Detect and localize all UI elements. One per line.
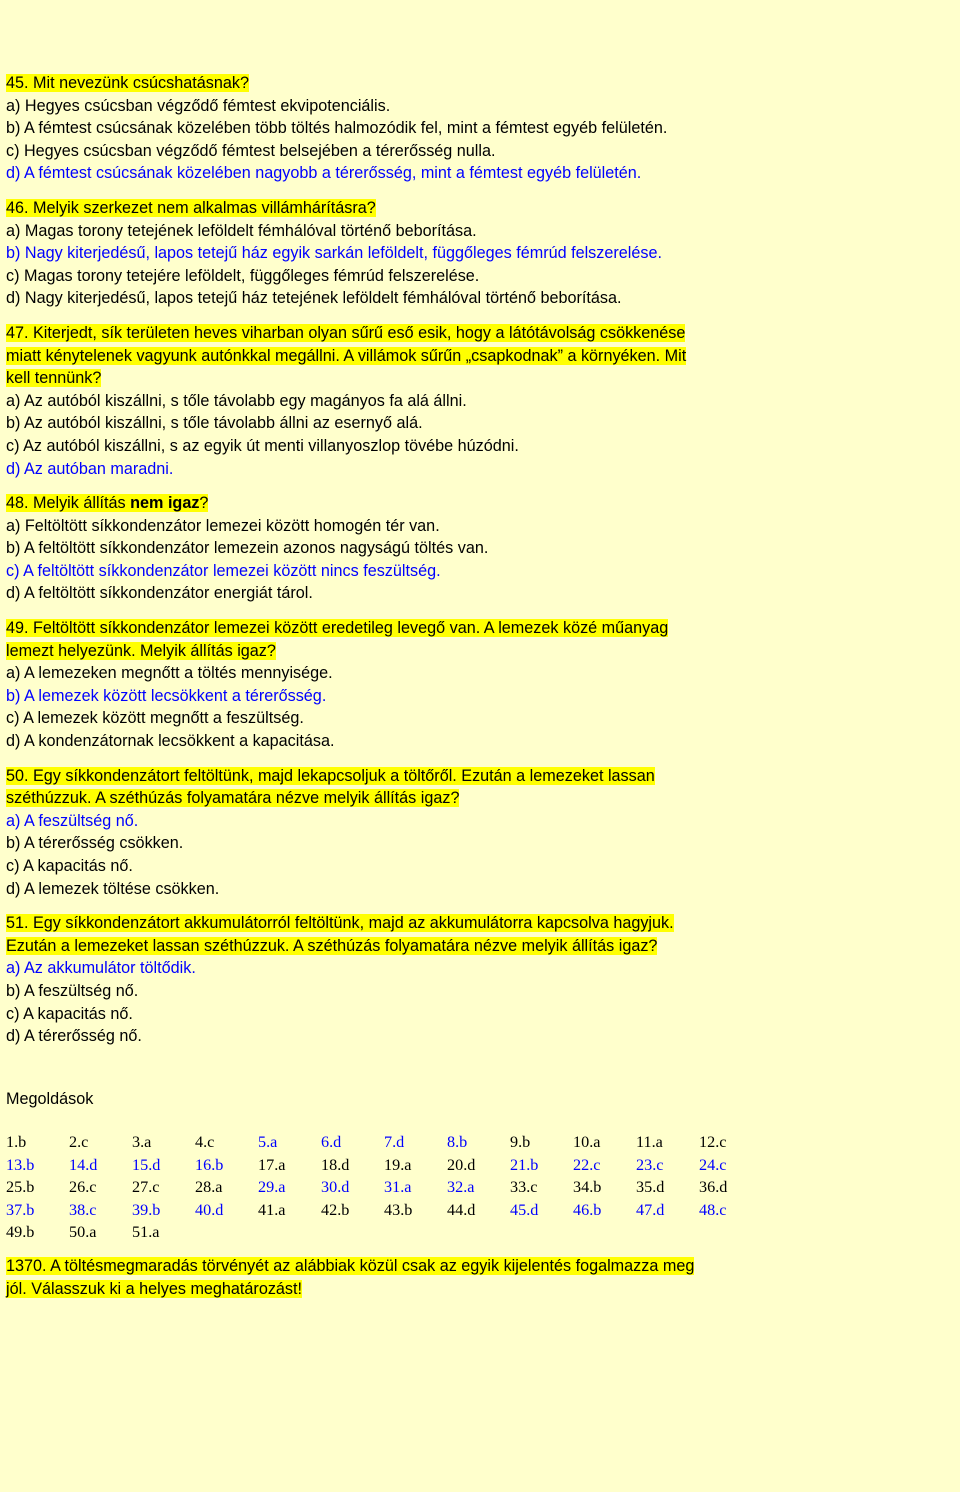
solution-cell: 43.b	[384, 1200, 413, 1219]
answer-option: c) Az autóból kiszállni, s az egyik út menti villanyoszlop tövébe húzódni.	[6, 436, 519, 455]
solution-cell: 5.a	[258, 1133, 278, 1152]
solution-cell: 38.c	[69, 1200, 97, 1219]
solutions-row	[6, 1176, 762, 1198]
answer-option: b) Az autóból kiszállni, s tőle távolabb állni az esernyő alá.	[6, 414, 423, 433]
question-45	[6, 72, 954, 185]
solutions-row	[6, 1221, 762, 1243]
solutions-row	[6, 1199, 762, 1221]
solution-cell: 30.d	[321, 1178, 350, 1197]
answer-option: c) Magas torony tetejére leföldelt, függőleges fémrúd felszerelése.	[6, 266, 480, 285]
solution-cell: 50.a	[69, 1222, 97, 1241]
document-page	[6, 72, 954, 1313]
correct-answer-option: d) Az autóban maradni.	[6, 459, 174, 478]
solutions-row	[6, 1154, 762, 1176]
answer-option: a) Feltöltött síkkondenzátor lemezei között homogén tér van.	[6, 516, 440, 535]
solution-cell: 8.b	[447, 1133, 468, 1152]
answer-option: d) A térerősség nő.	[6, 1027, 142, 1046]
solution-cell: 20.d	[447, 1155, 476, 1174]
answer-option: b) A térerősség csökken.	[6, 834, 184, 853]
answer-option: d) A kondenzátornak lecsökkent a kapacitása.	[6, 732, 335, 751]
solution-cell: 45.d	[510, 1200, 539, 1219]
answer-option: b) A feszültség nő.	[6, 981, 139, 1000]
question-46	[6, 197, 954, 310]
solution-cell: 4.c	[195, 1133, 215, 1152]
question-title-line: 49. Feltöltött síkkondenzátor lemezei között eredetileg levegő van. A lemezek közé műanyag	[6, 619, 669, 638]
answer-option: d) A lemezek töltése csökken.	[6, 879, 220, 898]
correct-answer-option: d) A fémtest csúcsának közelében nagyobb a térerősség, mint a fémtest egyéb felületén.	[6, 164, 642, 183]
solution-cell: 23.c	[636, 1155, 664, 1174]
solution-cell: 22.c	[573, 1155, 601, 1174]
solution-cell: 37.b	[6, 1200, 35, 1219]
question-title-emphasis: nem igaz	[130, 494, 200, 513]
solution-cell: 9.b	[510, 1133, 531, 1152]
question-title: 46. Melyik szerkezet nem alkalmas villámhárításra?	[6, 198, 376, 217]
solution-cell: 3.a	[132, 1133, 152, 1152]
question-title-line: 51. Egy síkkondenzátort akkumulátorról feltöltünk, majd az akkumulátorra kapcsolva hagyjuk.	[6, 914, 674, 933]
solution-cell: 29.a	[258, 1178, 286, 1197]
question-title-line: jól. Válasszuk ki a helyes meghatározást!	[6, 1279, 303, 1298]
solution-cell: 2.c	[69, 1133, 89, 1152]
solution-cell: 14.d	[69, 1155, 98, 1174]
solution-cell: 25.b	[6, 1178, 35, 1197]
question-title-line: miatt kénytelenek vagyunk autónkkal megállni. A villámok sűrűn „csapkodnak” a környéken. Mit	[6, 346, 687, 365]
solution-cell: 28.a	[195, 1178, 223, 1197]
solution-cell: 39.b	[132, 1200, 161, 1219]
solution-cell: 49.b	[6, 1222, 35, 1241]
solution-cell: 17.a	[258, 1155, 286, 1174]
question-title-line: 47. Kiterjedt, sík területen heves viharban olyan sűrű eső esik, hogy a látótávolság csökkenése	[6, 323, 686, 342]
solution-cell: 44.d	[447, 1200, 476, 1219]
question-51	[6, 912, 954, 1048]
question-48	[6, 492, 954, 605]
answer-option: a) A lemezeken megnőtt a töltés mennyisége.	[6, 664, 333, 683]
question-title-prefix: 48. Melyik állítás	[6, 494, 131, 513]
question-title-line: 1370. A töltésmegmaradás törvényét az alábbiak közül csak az egyik kijelentés fogalmazza meg	[6, 1257, 695, 1276]
question-title	[6, 494, 208, 512]
solution-cell: 10.a	[573, 1133, 601, 1152]
solution-cell: 27.c	[132, 1178, 160, 1197]
answer-option: c) A lemezek között megnőtt a feszültség.	[6, 709, 304, 728]
question-title: 45. Mit nevezünk csúcshatásnak?	[6, 74, 249, 92]
correct-answer-option: b) Nagy kiterjedésű, lapos tetejű ház egyik sarkán leföldelt, függőleges fémrúd felszerelése.	[6, 244, 662, 263]
solution-cell: 34.b	[573, 1178, 602, 1197]
solution-cell: 40.d	[195, 1200, 224, 1219]
solution-cell: 26.c	[69, 1178, 97, 1197]
question-50	[6, 765, 954, 901]
solution-cell: 33.c	[510, 1178, 538, 1197]
solution-cell: 47.d	[636, 1200, 665, 1219]
solution-cell: 51.a	[132, 1222, 160, 1241]
question-49	[6, 617, 954, 753]
solution-cell: 36.d	[699, 1178, 728, 1197]
solution-cell: 13.b	[6, 1155, 35, 1174]
answer-option: b) A fémtest csúcsának közelében több töltés halmozódik fel, mint a fémtest egyéb felületén.	[6, 119, 668, 138]
question-47	[6, 322, 954, 480]
solution-cell: 6.d	[321, 1133, 342, 1152]
solution-cell: 42.b	[321, 1200, 350, 1219]
solution-cell: 12.c	[699, 1133, 727, 1152]
answer-option: a) Az autóból kiszállni, s tőle távolabb egy magányos fa alá állni.	[6, 391, 467, 410]
solution-cell: 21.b	[510, 1155, 539, 1174]
solution-cell: 16.b	[195, 1155, 224, 1174]
correct-answer-option: c) A feltöltött síkkondenzátor lemezei között nincs feszültség.	[6, 561, 441, 580]
question-1370	[6, 1255, 954, 1300]
answer-option: c) A kapacitás nő.	[6, 857, 133, 875]
question-title-line: Ezután a lemezeket lassan széthúzzuk. A széthúzás folyamatára nézve melyik állítás igaz?	[6, 936, 658, 955]
correct-answer-option: a) A feszültség nő.	[6, 811, 139, 830]
solution-cell: 1.b	[6, 1133, 27, 1152]
question-title-line: széthúzzuk. A széthúzás folyamatára nézve melyik állítás igaz?	[6, 789, 460, 808]
solution-cell: 41.a	[258, 1200, 286, 1219]
solution-cell: 11.a	[636, 1133, 663, 1152]
solution-cell: 7.d	[384, 1133, 405, 1152]
answer-option: a) Hegyes csúcsban végződő fémtest ekvipotenciális.	[6, 96, 391, 115]
answer-option: c) A kapacitás nő.	[6, 1004, 133, 1023]
solution-cell: 24.c	[699, 1155, 727, 1174]
solution-cell: 32.a	[447, 1178, 475, 1197]
solution-cell: 35.d	[636, 1178, 665, 1197]
question-title-line: 50. Egy síkkondenzátort feltöltünk, majd lekapcsoljuk a töltőről. Ezután a lemezeket lassan	[6, 766, 655, 785]
correct-answer-option: a) Az akkumulátor töltődik.	[6, 959, 196, 978]
answer-option: d) Nagy kiterjedésű, lapos tetejű ház tetejének leföldelt fémhálóval történő beborítása.	[6, 289, 622, 308]
solutions-table	[6, 1131, 762, 1243]
answer-option: c) Hegyes csúcsban végződő fémtest belsejében a térerősség nulla.	[6, 141, 496, 160]
question-title-line: kell tennünk?	[6, 369, 102, 388]
solution-cell: 46.b	[573, 1200, 602, 1219]
question-title-line: lemezt helyezünk. Melyik állítás igaz?	[6, 641, 276, 660]
solution-cell: 31.a	[384, 1178, 412, 1197]
solutions-heading: Megoldások	[6, 1089, 94, 1108]
solution-cell: 48.c	[699, 1200, 727, 1219]
solutions-row	[6, 1131, 762, 1153]
solution-cell: 18.d	[321, 1155, 350, 1174]
question-title-suffix: ?	[199, 494, 209, 513]
answer-option: b) A feltöltött síkkondenzátor lemezein azonos nagyságú töltés van.	[6, 539, 489, 558]
answer-option: d) A feltöltött síkkondenzátor energiát tárol.	[6, 584, 313, 603]
answer-option: a) Magas torony tetejének leföldelt fémhálóval történő beborítása.	[6, 221, 477, 240]
solution-cell: 19.a	[384, 1155, 412, 1174]
correct-answer-option: b) A lemezek között lecsökkent a térerősség.	[6, 686, 327, 705]
solution-cell: 15.d	[132, 1155, 161, 1174]
